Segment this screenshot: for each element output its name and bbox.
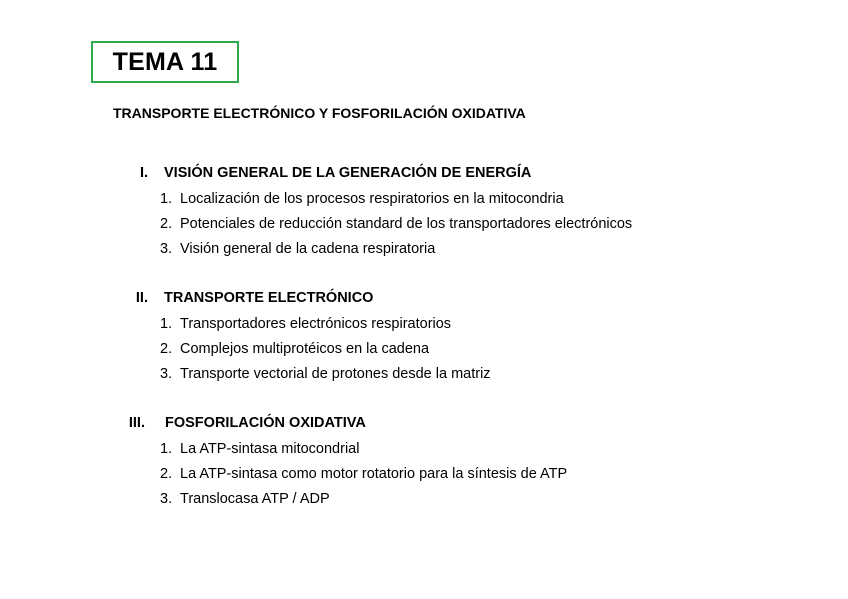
item-number: 1. [160,441,173,457]
item-number: 2. [160,341,173,357]
list-item [160,340,429,358]
item-number: 2. [160,216,173,232]
list-item [160,315,451,333]
tema-title: TEMA 11 [112,47,218,76]
tema-title-box [91,41,239,83]
item-text: La ATP-sintasa mitocondrial [180,441,360,457]
section-numeral: I. [139,165,148,181]
list-item [160,215,632,233]
section-heading-text: VISIÓN GENERAL DE LA GENERACIÓN DE ENERGÍA [164,165,532,181]
list-item [160,465,567,483]
item-number: 1. [160,191,173,207]
document-subtitle: TRANSPORTE ELECTRÓNICO Y FOSFORILACIÓN OXIDATIVA [113,105,526,121]
item-text: Transportadores electrónicos respiratorios [180,316,452,332]
section-heading-text: TRANSPORTE ELECTRÓNICO [164,290,374,306]
item-text: Potenciales de reducción standard de los transportadores electrónicos [180,216,633,232]
item-number: 3. [160,366,173,382]
list-item [160,440,359,458]
list-item [160,490,330,508]
section-heading-text: FOSFORILACIÓN OXIDATIVA [165,415,366,431]
section-numeral: II. [135,290,148,306]
item-text: Localización de los procesos respiratorios en la mitocondria [180,191,564,207]
list-item [160,190,564,208]
item-number: 1. [160,316,173,332]
item-number: 3. [160,241,173,257]
section-numeral: III. [128,415,145,431]
list-item [160,365,491,383]
item-text: La ATP-sintasa como motor rotatorio para la síntesis de ATP [180,466,568,482]
item-text: Transporte vectorial de protones desde la matriz [180,366,491,382]
item-text: Complejos multiprotéicos en la cadena [180,341,430,357]
item-number: 2. [160,466,173,482]
item-text: Translocasa ATP / ADP [180,491,330,507]
list-item [160,240,435,258]
item-text: Visión general de la cadena respiratoria [180,241,436,257]
item-number: 3. [160,491,173,507]
